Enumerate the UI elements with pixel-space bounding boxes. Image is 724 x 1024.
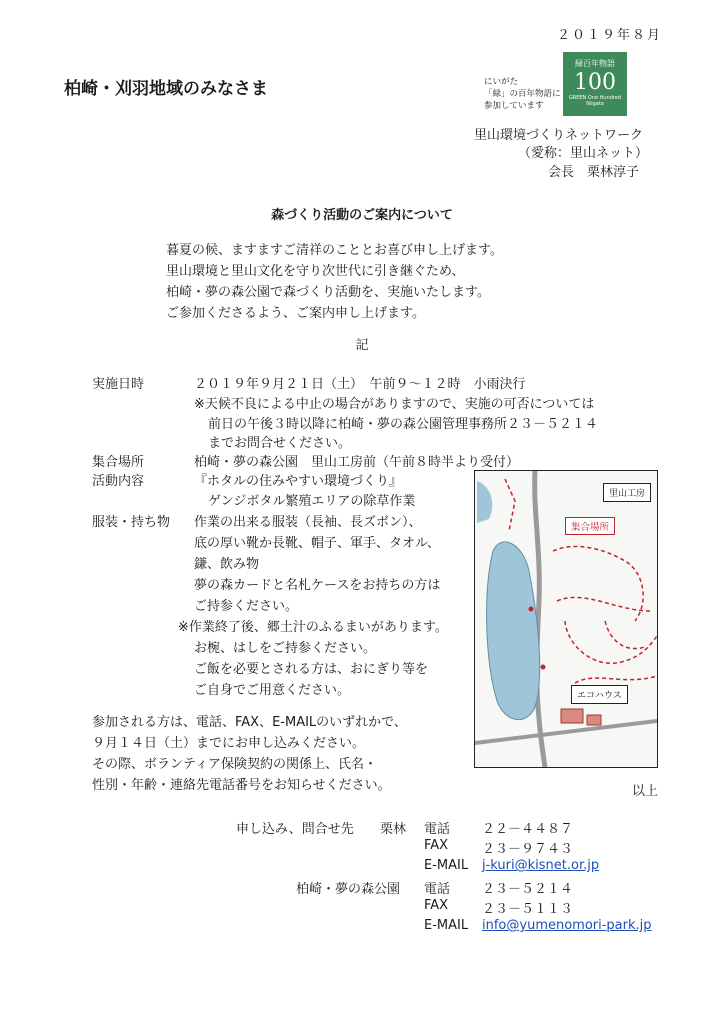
clothing-line: 底の厚い靴か長靴、帽子、軍手、タオル、	[194, 536, 440, 551]
fax-value: ２３－５１１３	[482, 902, 574, 917]
clothing-note: お椀、はしをご持参ください。	[194, 641, 377, 656]
apply-line: 性別・年齢・連絡先電話番号をお知らせください。	[92, 778, 391, 793]
park-map	[474, 470, 658, 768]
document-date: ２０１９年８月	[556, 28, 662, 43]
meeting-point-label: 集合場所	[565, 517, 615, 535]
greeting-line: 暮夏の候、ますますご清祥のこととお喜び申し上げます。	[166, 243, 503, 258]
satoyama-workshop-label: 里山工房	[603, 483, 651, 502]
clothing-note: ※作業終了後、郷土汁のふるまいがあります。	[178, 620, 448, 635]
apply-line: 参加される方は、電話、FAX、E-MAILのいずれかで、	[92, 715, 407, 730]
tel-label: 電話	[424, 882, 451, 897]
fax-label: FAX	[424, 838, 449, 853]
document-title: 森づくり活動のご案内について	[271, 208, 453, 223]
clothing-note: ご飯を必要とされる方は、おにぎり等を	[194, 662, 429, 677]
green-note-line: 「緑」の百年物語に	[484, 89, 561, 99]
date-value: ２０１９年９月２１日（土） 午前９～１２時 小雨決行	[194, 377, 526, 392]
recipient-heading: 柏崎・刈羽地域のみなさま	[64, 79, 268, 99]
activity-label: 活動内容	[92, 474, 145, 489]
clothing-line: ご持参ください。	[194, 599, 299, 614]
clothing-note: ご自身でご用意ください。	[194, 683, 351, 698]
clothing-line: 鎌、飲み物	[194, 557, 260, 572]
fax-value: ２３－９７４３	[482, 842, 574, 857]
green-project-note	[484, 76, 561, 112]
logo-title: 緑百年物語	[575, 59, 615, 68]
apply-line: その際、ボランティア保険契約の関係上、氏名・	[92, 757, 377, 772]
logo-sub1: GREEN One Hundred	[568, 95, 622, 101]
clothing-line: 夢の森カードと名札ケースをお持ちの方は	[194, 578, 441, 593]
place-label: 集合場所	[92, 455, 145, 470]
org-nickname: （愛称：里山ネット）	[518, 146, 649, 161]
tel-value: ２３－５２１４	[482, 882, 574, 897]
email-link-1[interactable]: j-kuri@kisnet.or.jp	[482, 858, 600, 873]
apply-line: ９月１４日（土）までにお申し込みください。	[92, 736, 366, 751]
org-name: 里山環境づくりネットワーク	[474, 128, 644, 143]
clothing-line: 作業の出来る服装（長袖、長ズボン）、	[194, 515, 422, 530]
greeting-line: 柏崎・夢の森公園で森づくり活動を、実施いたします。	[166, 285, 490, 300]
logo-number: 100	[574, 70, 616, 95]
greeting-paragraph	[166, 240, 503, 324]
date-note: 前日の午後３時以降に柏崎・夢の森公園管理事務所２３－５２１４	[208, 417, 599, 432]
green-note-line: にいがた	[484, 77, 519, 87]
date-note: ※天候不良による中止の場合がありますので、実施の可否については	[194, 397, 595, 412]
email-link-2[interactable]: info@yumenomori-park.jp	[482, 918, 652, 933]
closing-mark: 以上	[632, 784, 659, 799]
email-label: E-MAIL	[424, 858, 469, 873]
tel-value: ２２－４４８７	[482, 822, 574, 837]
eco-house-label: エコハウス	[571, 685, 628, 704]
ki-marker: 記	[355, 338, 369, 353]
map-graphic	[475, 471, 657, 767]
clothing-label: 服装・持ち物	[92, 515, 171, 530]
date-label: 実施日時	[92, 377, 145, 392]
fax-label: FAX	[424, 898, 449, 913]
contact-person-1: 栗林	[380, 822, 407, 837]
org-chair: 会長 栗林淳子	[548, 165, 640, 180]
green-note-line: 参加しています	[484, 101, 544, 111]
contact-person-2: 柏崎・夢の森公園	[296, 882, 401, 897]
contact-heading: 申し込み、問合せ先	[236, 822, 354, 837]
tel-label: 電話	[424, 822, 451, 837]
activity-line: 『ホタルの住みやすい環境づくり』	[194, 474, 403, 489]
greeting-line: 里山環境と里山文化を守り次世代に引き継ぐため、	[166, 264, 465, 279]
green-100-logo	[563, 52, 627, 116]
logo-sub2: Niigata	[586, 101, 604, 107]
place-value: 柏崎・夢の森公園 里山工房前（午前８時半より受付）	[194, 455, 520, 470]
date-note: までお問合せください。	[208, 436, 352, 451]
activity-line: ゲンジボタル繁殖エリアの除草作業	[208, 494, 416, 509]
greeting-line: ご参加くださるよう、ご案内申し上げます。	[166, 306, 425, 321]
email-label: E-MAIL	[424, 918, 469, 933]
